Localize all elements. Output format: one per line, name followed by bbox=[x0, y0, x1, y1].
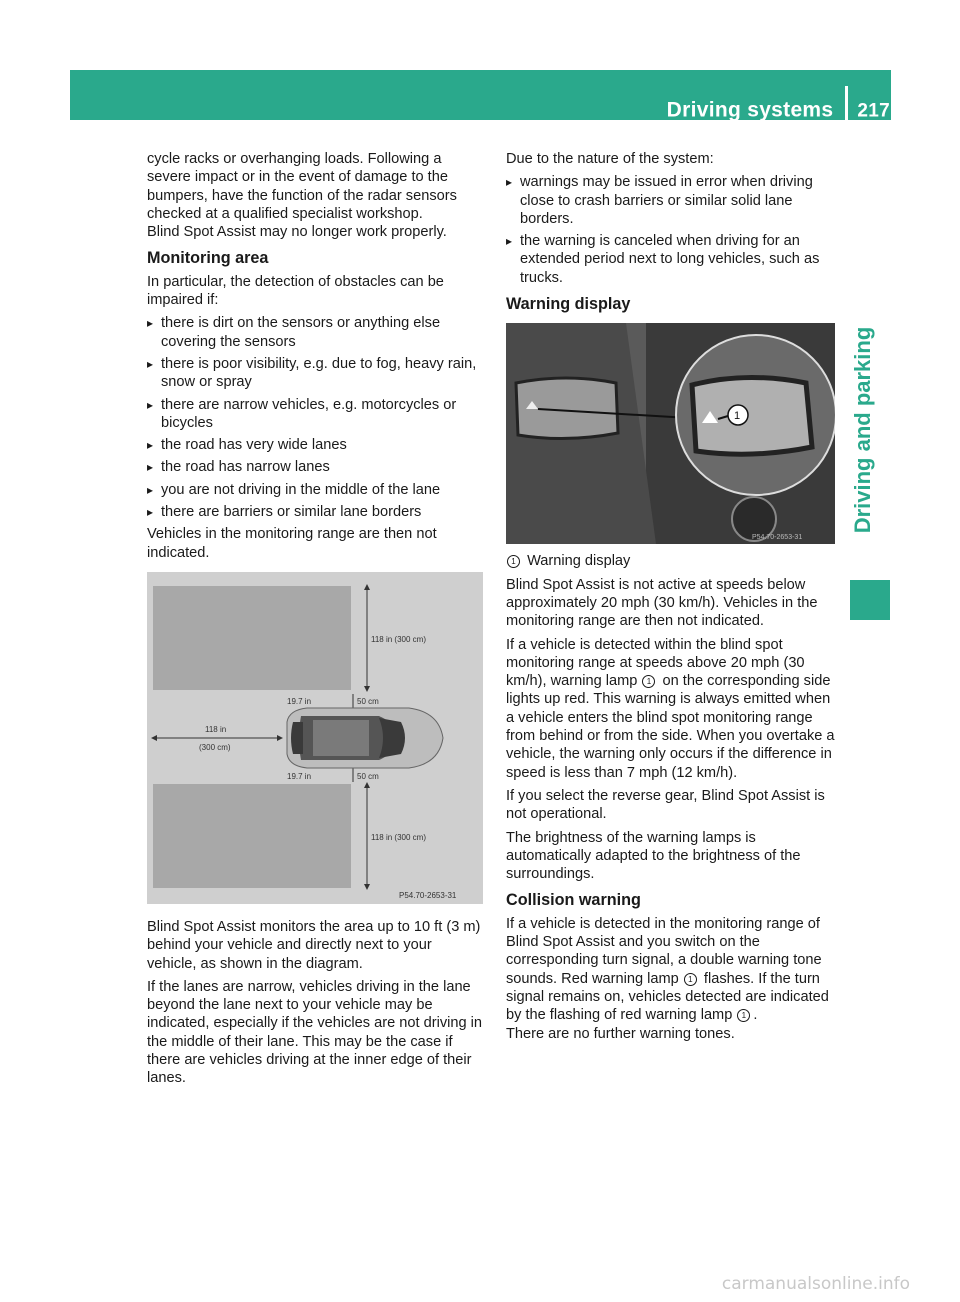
header-title bbox=[667, 88, 890, 134]
para-2-text-b: on the corresponding side lights up red. This warning is always emitted when a vehicle enters the blind spot monitoring range from behind or from the side. When you overtake a vehicle, the warning only occurs if the difference in speed is less than 7 mph (12 km/h). bbox=[506, 673, 835, 781]
callout-marker: 1 bbox=[642, 675, 655, 688]
bottom-monitoring-zone bbox=[153, 784, 351, 888]
top-monitoring-zone bbox=[153, 586, 351, 690]
para-5 bbox=[506, 915, 835, 1025]
list-item: ▸ there are barriers or similar lane borders bbox=[147, 503, 483, 521]
label-gap-top: 19.7 in bbox=[287, 696, 312, 706]
label-rear-in: 118 in bbox=[205, 724, 227, 734]
footer-watermark: carmanualsonline.info bbox=[721, 1274, 910, 1294]
right-column bbox=[506, 150, 835, 1048]
after-bullets: Vehicles in the monitoring range are then not indicated. bbox=[147, 526, 437, 561]
warning-display-heading: Warning display bbox=[506, 295, 631, 314]
list-item: ▸ the road has narrow lanes bbox=[147, 458, 483, 476]
list-item: ▸ warnings may be issued in error when driving close to crash barriers or similar solid lane borders. bbox=[506, 173, 835, 228]
para-5-text-c: . bbox=[753, 1007, 758, 1024]
collision-warning-heading: Collision warning bbox=[506, 891, 641, 910]
side-tab-label: Driving and parking bbox=[850, 326, 875, 534]
para-5-text-a: If a vehicle is detected in the monitoring range of Blind Spot Assist and you switch on the corresponding turn signal, a double warning tone sounds. Red warning lamp bbox=[506, 915, 822, 987]
list-item: ▸ there is poor visibility, e.g. due to fog, heavy rain, snow or spray bbox=[147, 355, 483, 392]
monitoring-bullets bbox=[147, 314, 483, 521]
list-item: ▸ the road has very wide lanes bbox=[147, 436, 483, 454]
caption-text: Warning display bbox=[527, 553, 631, 570]
intro-paragraph-2: Blind Spot Assist may no longer work properly. bbox=[147, 224, 447, 241]
label-top-side: 118 in (300 cm) bbox=[371, 634, 426, 644]
monitoring-diagram bbox=[147, 572, 483, 904]
photo-code: P54.70-2653-31 bbox=[752, 534, 803, 542]
callout-marker: 1 bbox=[684, 973, 697, 986]
label-gap-bottom-cm: 50 cm bbox=[357, 771, 379, 781]
list-item: ▸ there are narrow vehicles, e.g. motorcycles or bicycles bbox=[147, 396, 483, 433]
monitoring-heading: Monitoring area bbox=[147, 249, 269, 268]
para-4: The brightness of the warning lamps is automatically adapted to the brightness of the surroundings. bbox=[506, 829, 801, 883]
photo-caption bbox=[506, 552, 835, 570]
callout-marker: 1 bbox=[507, 555, 520, 568]
side-tab-marker bbox=[850, 580, 890, 620]
label-gap-top-cm: 50 cm bbox=[357, 696, 379, 706]
list-item: ▸ there is dirt on the sensors or anything else covering the sensors bbox=[147, 314, 483, 351]
car-top-view bbox=[287, 708, 443, 768]
para-3: If you select the reverse gear, Blind Spot Assist is not operational. bbox=[506, 787, 825, 823]
para-lanes: If the lanes are narrow, vehicles driving in the lane beyond the lane next to your vehicle may be indicated, especially if the vehicles are not driving in the middle of their lane. This may be the case if there are vehicles driving at the inner edge of their lanes. bbox=[147, 978, 483, 1087]
para-2 bbox=[506, 636, 835, 782]
intro-paragraph: cycle racks or overhanging loads. Following a severe impact or in the event of damage to the bumpers, have the function of the radar sensors checked at a qualified specialist workshop. bbox=[147, 151, 457, 222]
list-item: ▸ the warning is canceled when driving for an extended period next to long vehicles, such as trucks. bbox=[506, 232, 835, 287]
callout-number: 1 bbox=[734, 410, 741, 423]
label-gap-bottom: 19.7 in bbox=[287, 771, 312, 781]
para-1: Blind Spot Assist is not active at speeds below approximately 20 mph (30 km/h). Vehicles in the monitoring range are then not indicated. bbox=[506, 576, 818, 630]
para-6: There are no further warning tones. bbox=[506, 1025, 735, 1042]
header-divider bbox=[845, 86, 848, 132]
para-monitors: Blind Spot Assist monitors the area up to 10 ft (3 m) behind your vehicle and directly next to your vehicle, as shown in the diagram. bbox=[147, 918, 481, 972]
para-2-text-a: If a vehicle is detected within the blind spot monitoring range at speeds above 20 mph (30 km/h), warning lamp bbox=[506, 636, 805, 690]
label-bottom-side: 118 in (300 cm) bbox=[371, 832, 426, 842]
list-item: ▸ you are not driving in the middle of the lane bbox=[147, 481, 483, 499]
callout-marker: 1 bbox=[737, 1009, 750, 1022]
nature-intro: Due to the nature of the system: bbox=[506, 151, 714, 167]
label-rear-cm: (300 cm) bbox=[199, 742, 231, 752]
figure-code: P54.70-2653-31 bbox=[399, 890, 457, 900]
para-5-text-b: flashes. If the turn signal remains on, vehicles detected are indicated by the flashing of red warning lamp bbox=[506, 970, 829, 1024]
warning-display-photo bbox=[506, 323, 835, 544]
section-title: Driving systems bbox=[666, 98, 834, 122]
monitoring-intro: In particular, the detection of obstacles can be impaired if: bbox=[147, 273, 444, 309]
side-tab bbox=[850, 290, 890, 570]
left-column bbox=[147, 150, 483, 1093]
page-number: 217 bbox=[857, 100, 890, 122]
nature-bullets bbox=[506, 173, 835, 287]
